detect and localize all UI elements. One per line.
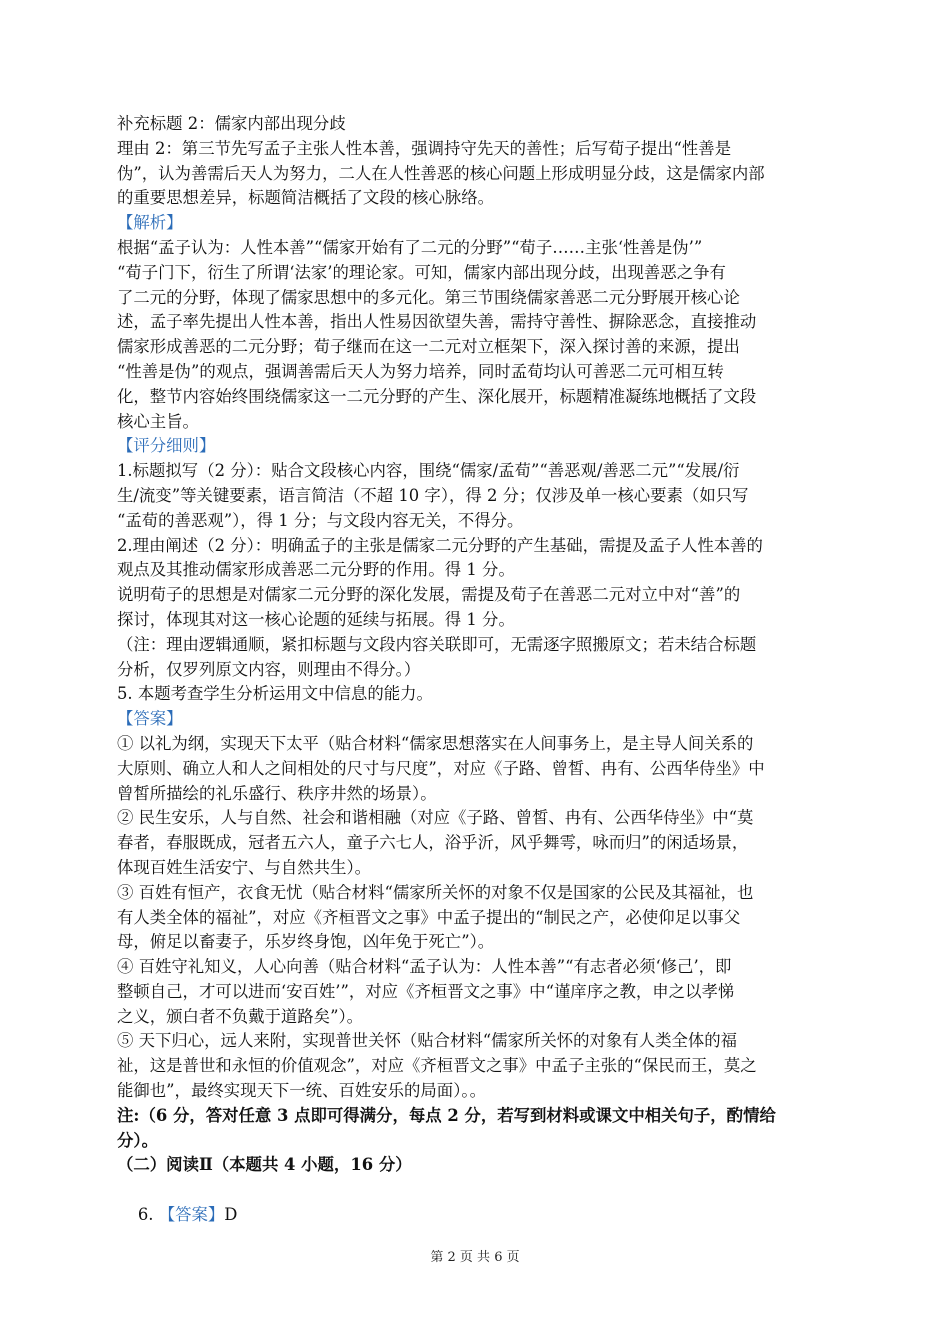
text-line: 补充标题 2：儒家内部出现分歧 bbox=[117, 114, 346, 133]
page-content bbox=[117, 112, 833, 1178]
text-line: 注:（6 分，答对任意 3 点即可得满分，每点 2 分，若写到材料或课文中相关句子，酌情给 bbox=[117, 1105, 776, 1125]
section-label: 【解析】 bbox=[117, 213, 183, 233]
text-line: ② 民生安乐，人与自然、社会和谐相融（对应《子路、曾皙、冉有、公西华侍坐》中“莫 bbox=[117, 808, 754, 828]
text-line: 曾皙所描绘的礼乐盛行、秩序井然的场景）。 bbox=[117, 783, 437, 803]
page-footer: 第 2 页 共 6 页 bbox=[430, 1250, 520, 1265]
text-line: 体现百姓生活安宁、与自然共生）。 bbox=[117, 857, 372, 877]
text-line: 核心主旨。 bbox=[117, 411, 199, 431]
text-line: 整顿自己，才可以进而‘安百姓’”，对应《齐桓晋文之事》中“谨庠序之教，申之以孝悌 bbox=[117, 981, 735, 1001]
text-line: 理由 2：第三节先写孟子主张人性本善，强调持守先天的善性；后写荀子提出“性善是 bbox=[117, 138, 732, 158]
text-line: 的重要思想差异，标题简洁概括了文段的核心脉络。 bbox=[117, 188, 494, 208]
text-line: （注：理由逻辑通顺，紧扣标题与文段内容关联即可，无需逐字照搬原文；若未结合标题 bbox=[117, 634, 757, 654]
text-line: 探讨，体现其对这一核心论题的延续与拓展。得 1 分。 bbox=[117, 609, 515, 629]
text-line: 分）。 bbox=[117, 1130, 158, 1150]
text-line: 之义，颁白者不负戴于道路矣”）。 bbox=[117, 1006, 364, 1026]
answer-value: D bbox=[224, 1204, 238, 1224]
text-line: 2.理由阐述（2 分）：明确孟子的主张是儒家二元分野的产生基础，需提及孟子人性本善的 bbox=[117, 535, 763, 555]
text-line: ③ 百姓有恒产，衣食无忧（贴合材料“儒家所关怀的对象不仅是国家的公民及其福祉，也 bbox=[117, 882, 754, 902]
text-line: 大原则、确立人和人之间相处的尺寸与尺度”，对应《子路、曾皙、冉有、公西华侍坐》中 bbox=[117, 758, 765, 778]
text-line: ④ 百姓守礼知义，人心向善（贴合材料“孟子认为：人性本善”“有志者必须‘修己’，即 bbox=[117, 957, 732, 977]
text-line: 5. 本题考查学生分析运用文中信息的能力。 bbox=[117, 684, 433, 704]
text-line: 化，整节内容始终围绕儒家这一二元分野的产生、深化展开，标题精准凝练地概括了文段 bbox=[117, 386, 757, 406]
section-label: 【答案】 bbox=[117, 709, 183, 729]
text-line: 祉，这是普世和永恒的价值观念”，对应《齐桓晋文之事》中孟子主张的“保民而王，莫之 bbox=[117, 1056, 757, 1076]
text-line: 观点及其推动儒家形成善恶二元分野的作用。得 1 分。 bbox=[117, 560, 515, 580]
question-number: 6. bbox=[137, 1204, 159, 1224]
text-line: 儒家形成善恶的二元分野；荀子继而在这一二元对立框架下，深入探讨善的来源，提出 bbox=[117, 337, 740, 357]
text-line: 了二元的分野，体现了儒家思想中的多元化。第三节围绕儒家善恶二元分野展开核心论 bbox=[117, 287, 740, 307]
text-line: （二）阅读Ⅱ（本题共 4 小题，16 分） bbox=[117, 1155, 412, 1175]
text-line: 1.标题拟写（2 分）：贴合文段核心内容，围绕“儒家/孟荀”“善恶观/善恶二元”“发展/衍 bbox=[117, 461, 740, 481]
text-line: 根据“孟子认为：人性本善”“儒家开始有了二元的分野”“荀子……主张‘性善是伪’” bbox=[117, 237, 703, 257]
text-line: 述，孟子率先提出人性本善，指出人性易因欲望失善，需持守善性、摒除恶念，直接推动 bbox=[117, 312, 757, 332]
text-line: 有人类全体的福祉”，对应《齐桓晋文之事》中孟子提出的“制民之产，必使仰足以事父 bbox=[117, 907, 741, 927]
text-line: 分析，仅罗列原文内容，则理由不得分。） bbox=[117, 659, 421, 679]
text-line: ⑤ 天下归心，远人来附，实现普世关怀（贴合材料“儒家所关怀的对象有人类全体的福 bbox=[117, 1031, 738, 1051]
text-line: 母，俯足以畜妻子，乐岁终身饱，凶年免于死亡”）。 bbox=[117, 932, 495, 952]
text-line: 能御也”，最终实现天下一统、百姓安乐的局面）。。 bbox=[117, 1081, 486, 1101]
answer-line-q6 bbox=[117, 1178, 833, 1224]
text-line: 生/流变”等关键要素，语言简洁（不超 10 字），得 2 分；仅涉及单一核心要素（如只写 bbox=[117, 485, 749, 505]
text-line: 说明荀子的思想是对儒家二元分野的深化发展，需提及荀子在善恶二元对立中对“善”的 bbox=[117, 585, 741, 605]
text-line: ① 以礼为纲，实现天下太平（贴合材料“儒家思想落实在人间事务上，是主导人间关系的 bbox=[117, 733, 754, 753]
text-line: 春者，春服既成，冠者五六人，童子六七人，浴乎沂，风乎舞雩，咏而归”的闲适场景， bbox=[117, 833, 749, 853]
answer-label: 【答案】 bbox=[158, 1204, 225, 1224]
text-line: “荀子门下，衍生了所谓‘法家’的理论家。可知，儒家内部出现分歧，出现善恶之争有 bbox=[117, 262, 726, 282]
text-line: 伪”，认为善需后天人为努力，二人在人性善恶的核心问题上形成明显分歧，这是儒家内部 bbox=[117, 163, 765, 183]
section-label: 【评分细则】 bbox=[117, 436, 216, 456]
text-line: “性善是伪”的观点，强调善需后天人为努力培养，同时孟荀均认可善恶二元可相互转 bbox=[117, 361, 724, 381]
text-line: “孟荀的善恶观”），得 1 分；与文段内容无关，不得分。 bbox=[117, 510, 524, 530]
